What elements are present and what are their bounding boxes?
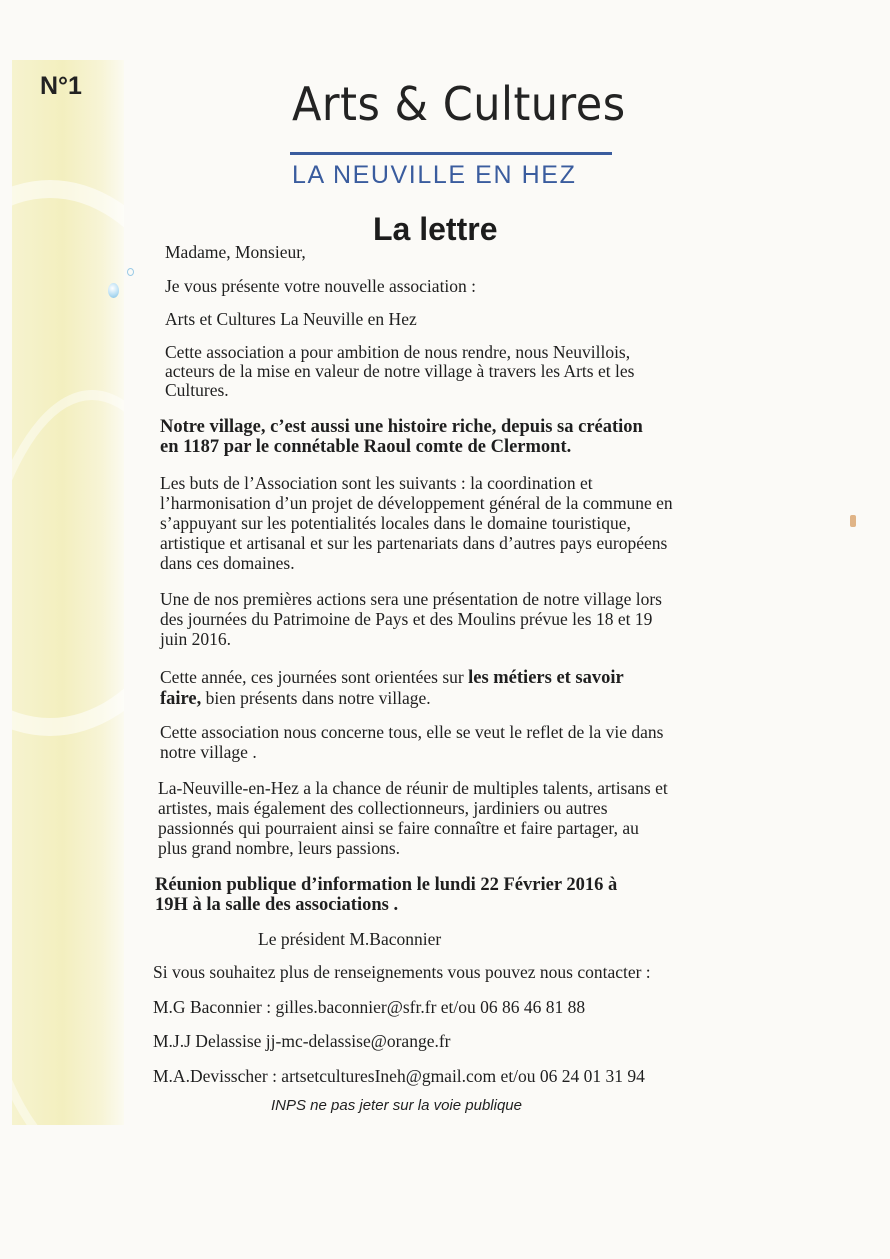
meeting-line: Réunion publique d’information le lundi 22 Février 2016 à xyxy=(155,875,618,895)
decorative-side-stripe xyxy=(12,60,124,1125)
small-bubble-icon xyxy=(127,268,134,276)
paragraph-line: plus grand nombre, leurs passions. xyxy=(158,838,401,858)
water-drop-icon xyxy=(108,283,119,298)
themes-line xyxy=(160,668,624,689)
paragraph-line: Cultures. xyxy=(165,380,229,400)
paragraph-line: artistique et artisanal et sur les partenariats dans d’autres pays européens xyxy=(160,533,668,553)
issue-number: N°1 xyxy=(40,72,82,100)
contact-line: M.A.Devisscher : artsetculturesIneh@gmail.com et/ou 06 24 01 31 94 xyxy=(153,1066,645,1086)
letter-heading: La lettre xyxy=(373,211,498,247)
logo-divider xyxy=(290,152,612,155)
salutation: Madame, Monsieur, xyxy=(165,242,306,262)
decorative-swoosh xyxy=(12,390,124,1125)
paragraph-line: artistes, mais également des collectionneurs, jardiniers ou autres xyxy=(158,798,608,818)
paragraph-line: Les buts de l’Association sont les suivants : la coordination et xyxy=(160,473,593,493)
paragraph-line: dans ces domaines. xyxy=(160,553,295,573)
paper-speck xyxy=(850,515,856,527)
themes-highlight: faire, xyxy=(160,689,202,709)
contact-line: M.J.J Delassise jj-mc-delassise@orange.fr xyxy=(153,1031,451,1051)
paragraph-line: s’appuyant sur les potentialités locales dans le domaine touristique, xyxy=(160,513,631,533)
logo-title: Arts & Cultures xyxy=(292,78,626,132)
paragraph-line: juin 2016. xyxy=(160,629,231,649)
paragraph-line: passionnés qui pourraient ainsi se faire connaître et faire partager, au xyxy=(158,818,639,838)
history-line: Notre village, c’est aussi une histoire riche, depuis sa création xyxy=(160,417,643,437)
signature: Le président M.Baconnier xyxy=(258,929,442,949)
intro-line: Je vous présente votre nouvelle association : xyxy=(165,276,477,296)
paragraph-line: l’harmonisation d’un projet de développement général de la commune en xyxy=(160,493,673,513)
paragraph-line: La-Neuville-en-Hez a la chance de réunir de multiples talents, artisans et xyxy=(158,778,668,798)
association-name: Arts et Cultures La Neuville en Hez xyxy=(165,309,417,329)
paragraph-line: Cette association a pour ambition de nous rendre, nous Neuvillois, xyxy=(165,342,631,362)
paragraph-line: des journées du Patrimoine de Pays et des Moulins prévue les 18 et 19 xyxy=(160,609,653,629)
themes-text: bien présents dans notre village. xyxy=(201,688,431,708)
themes-line xyxy=(160,689,431,710)
paragraph-line: notre village . xyxy=(160,742,257,762)
footer-notice: INPS ne pas jeter sur la voie publique xyxy=(271,1097,522,1114)
meeting-line: 19H à la salle des associations . xyxy=(155,895,399,915)
history-line: en 1187 par le connétable Raoul comte de Clermont. xyxy=(160,437,572,457)
themes-highlight: les métiers et savoir xyxy=(468,668,624,688)
paragraph-line: acteurs de la mise en valeur de notre village à travers les Arts et les xyxy=(165,361,635,381)
contact-intro: Si vous souhaitez plus de renseignements vous pouvez nous contacter : xyxy=(153,962,651,982)
paragraph-line: Cette association nous concerne tous, elle se veut le reflet de la vie dans xyxy=(160,722,664,742)
paragraph-line: Une de nos premières actions sera une présentation de notre village lors xyxy=(160,589,662,609)
themes-text: Cette année, ces journées sont orientées sur xyxy=(160,667,469,687)
logo-subtitle: LA NEUVILLE EN HEZ xyxy=(292,161,577,189)
contact-line: M.G Baconnier : gilles.baconnier@sfr.fr et/ou 06 86 46 81 88 xyxy=(153,997,586,1017)
